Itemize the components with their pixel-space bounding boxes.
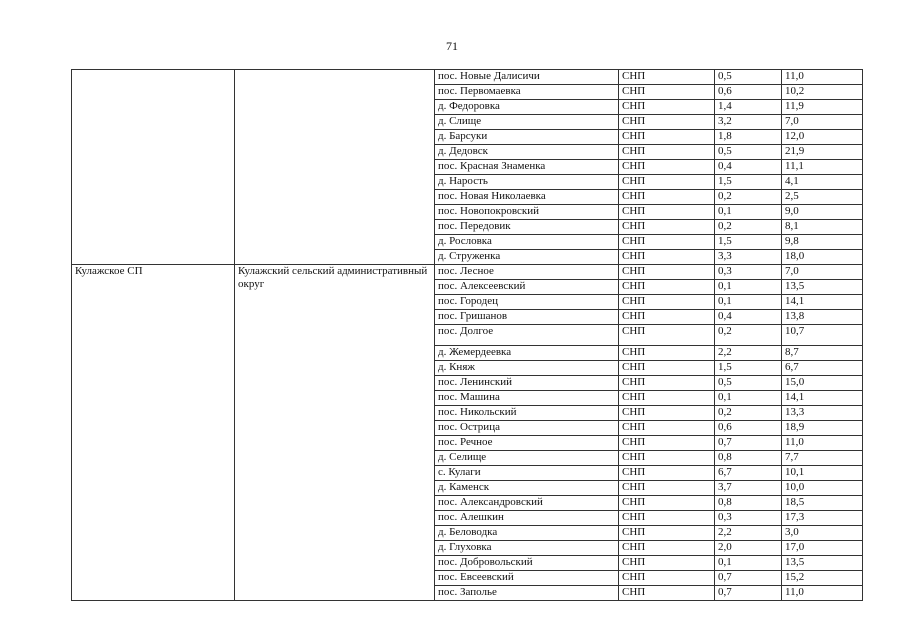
type-cell: СНП	[619, 145, 715, 160]
settlement-cell: пос. Речное	[435, 436, 619, 451]
type-cell: СНП	[619, 280, 715, 295]
value1-cell: 0,5	[715, 376, 782, 391]
value2-cell: 8,7	[782, 346, 863, 361]
page-number: 71	[446, 39, 458, 53]
settlement-cell: пос. Александровский	[435, 496, 619, 511]
value2-cell: 13,5	[782, 556, 863, 571]
settlement-cell: пос. Новая Николаевка	[435, 190, 619, 205]
value1-cell: 1,5	[715, 361, 782, 376]
value1-cell: 0,7	[715, 436, 782, 451]
value2-cell: 10,0	[782, 481, 863, 496]
table-row	[72, 70, 863, 85]
value2-cell: 13,3	[782, 406, 863, 421]
type-cell: СНП	[619, 310, 715, 325]
value1-cell: 0,2	[715, 406, 782, 421]
type-cell: СНП	[619, 361, 715, 376]
value2-cell: 7,0	[782, 265, 863, 280]
settlement-cell: пос. Алешкин	[435, 511, 619, 526]
type-cell: СНП	[619, 160, 715, 175]
type-cell: СНП	[619, 346, 715, 361]
value2-cell: 11,1	[782, 160, 863, 175]
settlement-cell: д. Слище	[435, 115, 619, 130]
value2-cell: 7,0	[782, 115, 863, 130]
value1-cell: 0,1	[715, 391, 782, 406]
value1-cell: 0,5	[715, 145, 782, 160]
value1-cell: 1,4	[715, 100, 782, 115]
value2-cell: 2,5	[782, 190, 863, 205]
value1-cell: 0,1	[715, 280, 782, 295]
type-cell: СНП	[619, 421, 715, 436]
type-cell: СНП	[619, 541, 715, 556]
value1-cell: 0,6	[715, 85, 782, 100]
type-cell: СНП	[619, 325, 715, 346]
type-cell: СНП	[619, 481, 715, 496]
value1-cell: 3,2	[715, 115, 782, 130]
settlement-cell: пос. Долгое	[435, 325, 619, 346]
value2-cell: 17,3	[782, 511, 863, 526]
type-cell: СНП	[619, 466, 715, 481]
settlement-cell: д. Каменск	[435, 481, 619, 496]
value1-cell: 0,1	[715, 556, 782, 571]
municipality-cell	[72, 70, 235, 265]
settlement-cell: д. Нарость	[435, 175, 619, 190]
settlement-cell: д. Жемердеевка	[435, 346, 619, 361]
type-cell: СНП	[619, 265, 715, 280]
type-cell: СНП	[619, 571, 715, 586]
value1-cell: 3,3	[715, 250, 782, 265]
value2-cell: 12,0	[782, 130, 863, 145]
type-cell: СНП	[619, 586, 715, 601]
settlement-cell: пос. Алексеевский	[435, 280, 619, 295]
value1-cell: 1,8	[715, 130, 782, 145]
settlement-cell: пос. Евсеевский	[435, 571, 619, 586]
type-cell: СНП	[619, 556, 715, 571]
settlement-cell: с. Кулаги	[435, 466, 619, 481]
settlement-cell: д. Дедовск	[435, 145, 619, 160]
value1-cell: 0,4	[715, 160, 782, 175]
type-cell: СНП	[619, 115, 715, 130]
value2-cell: 10,1	[782, 466, 863, 481]
value1-cell: 0,4	[715, 310, 782, 325]
type-cell: СНП	[619, 190, 715, 205]
value1-cell: 0,1	[715, 295, 782, 310]
settlement-cell: д. Беловодка	[435, 526, 619, 541]
settlement-cell: пос. Гришанов	[435, 310, 619, 325]
settlement-cell: пос. Добровольский	[435, 556, 619, 571]
value2-cell: 7,7	[782, 451, 863, 466]
value2-cell: 13,5	[782, 280, 863, 295]
type-cell: СНП	[619, 235, 715, 250]
type-cell: СНП	[619, 511, 715, 526]
value2-cell: 3,0	[782, 526, 863, 541]
value1-cell: 2,0	[715, 541, 782, 556]
type-cell: СНП	[619, 496, 715, 511]
type-cell: СНП	[619, 205, 715, 220]
value1-cell: 0,2	[715, 220, 782, 235]
settlement-cell: д. Федоровка	[435, 100, 619, 115]
value2-cell: 11,9	[782, 100, 863, 115]
settlement-cell: пос. Лесное	[435, 265, 619, 280]
value1-cell: 0,8	[715, 451, 782, 466]
settlement-cell: д. Барсуки	[435, 130, 619, 145]
value1-cell: 1,5	[715, 175, 782, 190]
value2-cell: 9,0	[782, 205, 863, 220]
settlement-cell: пос. Никольский	[435, 406, 619, 421]
value2-cell: 4,1	[782, 175, 863, 190]
value1-cell: 0,7	[715, 571, 782, 586]
value1-cell: 3,7	[715, 481, 782, 496]
settlement-cell: пос. Острица	[435, 421, 619, 436]
settlement-cell: д. Струженка	[435, 250, 619, 265]
value2-cell: 14,1	[782, 391, 863, 406]
type-cell: СНП	[619, 250, 715, 265]
value2-cell: 15,2	[782, 571, 863, 586]
settlement-cell: пос. Первомаевка	[435, 85, 619, 100]
value2-cell: 14,1	[782, 295, 863, 310]
value2-cell: 13,8	[782, 310, 863, 325]
settlement-cell: пос. Красная Знаменка	[435, 160, 619, 175]
type-cell: СНП	[619, 85, 715, 100]
type-cell: СНП	[619, 376, 715, 391]
value1-cell: 2,2	[715, 346, 782, 361]
value2-cell: 8,1	[782, 220, 863, 235]
type-cell: СНП	[619, 130, 715, 145]
type-cell: СНП	[619, 436, 715, 451]
value2-cell: 18,5	[782, 496, 863, 511]
value2-cell: 11,0	[782, 436, 863, 451]
settlement-cell: пос. Новые Далисичи	[435, 70, 619, 85]
settlement-cell: д. Рословка	[435, 235, 619, 250]
value1-cell: 0,1	[715, 205, 782, 220]
value1-cell: 2,2	[715, 526, 782, 541]
value1-cell: 1,5	[715, 235, 782, 250]
settlement-cell: д. Селище	[435, 451, 619, 466]
value2-cell: 11,0	[782, 586, 863, 601]
value1-cell: 0,5	[715, 70, 782, 85]
settlement-cell: пос. Ленинский	[435, 376, 619, 391]
value1-cell: 0,2	[715, 325, 782, 346]
type-cell: СНП	[619, 451, 715, 466]
type-cell: СНП	[619, 391, 715, 406]
value1-cell: 6,7	[715, 466, 782, 481]
type-cell: СНП	[619, 526, 715, 541]
value2-cell: 9,8	[782, 235, 863, 250]
value2-cell: 15,0	[782, 376, 863, 391]
type-cell: СНП	[619, 100, 715, 115]
value1-cell: 0,8	[715, 496, 782, 511]
value1-cell: 0,3	[715, 265, 782, 280]
type-cell: СНП	[619, 175, 715, 190]
value2-cell: 18,0	[782, 250, 863, 265]
settlement-cell: д. Княж	[435, 361, 619, 376]
settlement-cell: пос. Городец	[435, 295, 619, 310]
settlement-cell: пос. Машина	[435, 391, 619, 406]
value2-cell: 11,0	[782, 70, 863, 85]
settlement-cell: д. Глуховка	[435, 541, 619, 556]
value2-cell: 17,0	[782, 541, 863, 556]
value1-cell: 0,3	[715, 511, 782, 526]
type-cell: СНП	[619, 295, 715, 310]
district-cell	[235, 70, 435, 265]
value2-cell: 10,7	[782, 325, 863, 346]
table-row	[72, 265, 863, 280]
value1-cell: 0,6	[715, 421, 782, 436]
value1-cell: 0,7	[715, 586, 782, 601]
value2-cell: 6,7	[782, 361, 863, 376]
settlement-cell: пос. Передовик	[435, 220, 619, 235]
settlement-cell: пос. Новопокровский	[435, 205, 619, 220]
value1-cell: 0,2	[715, 190, 782, 205]
value2-cell: 21,9	[782, 145, 863, 160]
type-cell: СНП	[619, 406, 715, 421]
type-cell: СНП	[619, 220, 715, 235]
value2-cell: 18,9	[782, 421, 863, 436]
settlement-cell: пос. Заполье	[435, 586, 619, 601]
value2-cell: 10,2	[782, 85, 863, 100]
settlements-table	[71, 69, 863, 601]
municipality-cell: Кулажское СП	[72, 265, 235, 601]
type-cell: СНП	[619, 70, 715, 85]
district-cell: Кулажский сельский административный округ	[235, 265, 435, 601]
